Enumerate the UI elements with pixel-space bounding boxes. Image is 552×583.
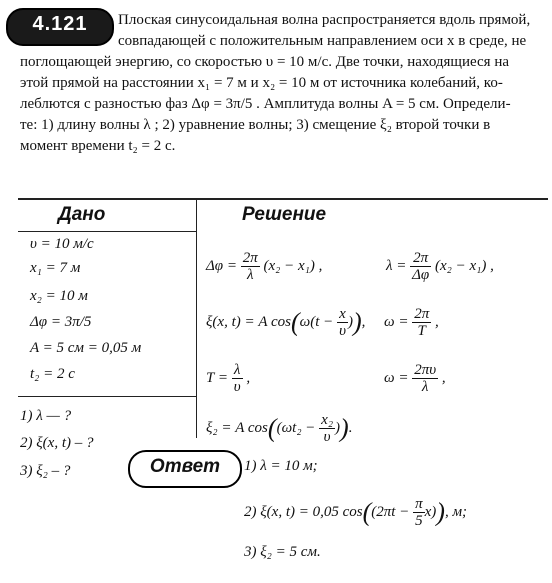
given-header: Дано [58,204,106,225]
eq7-inner: (ωt₂ − [276,419,316,436]
eq4-num: 2π [414,306,430,322]
eq1-num: 2π [242,250,258,266]
a2-tail: , м; [444,503,468,520]
problem-line-7: момент времени t₂ = 2 с. [20,138,176,154]
eq6-num: 2πυ [414,362,437,378]
eq2-den: Δφ [412,267,430,283]
a2-num: π [415,496,423,512]
eq-angular-frequency [384,306,439,339]
given-x1: x₁ = 7 м [30,260,81,276]
eq6-tail: , [441,369,446,386]
eq4-left: ω = [384,313,409,330]
solution-header: Решение [242,204,327,225]
eq4-den: T [417,323,426,339]
given-amplitude: A = 5 см = 0,05 м [30,340,142,356]
a2-fraction [413,496,425,529]
given-velocity: υ = 10 м/с [30,236,94,252]
eq7-close-paren: ) [340,413,349,443]
find-divider [18,396,196,397]
eq3-tail: , [361,313,366,330]
eq-period [206,362,250,395]
a2-close-paren: ) [436,497,445,527]
eq-phase-difference [206,250,322,283]
eq4-tail: , [434,313,439,330]
eq7-close: ) [335,419,341,436]
eq4-fraction [412,306,431,339]
problem-number-badge [6,8,114,46]
eq3-close-paren: ) [352,307,362,337]
problem-line-2: совпадающей с положительным направлением оси x в среде, не [118,33,527,49]
answer-badge [128,450,242,488]
eq6-left: ω = [384,369,409,386]
problem-line-3: поглощающей энергию, со скоростью υ = 10 м/с. Две точки, находящиеся на [20,54,510,70]
a2-left: 2) ξ(x, t) = 0,05 cos [244,503,363,520]
eq7-left: ξ₂ = A cos [206,419,268,436]
eq1-den: λ [246,267,254,283]
given-x2: x₂ = 10 м [30,288,88,304]
eq3-close: ) [347,313,353,330]
column-divider [196,198,197,438]
eq7-fraction [319,412,335,445]
a2-inner: (2πt − [371,503,410,520]
answer-wavelength: 1) λ = 10 м; [244,458,318,474]
eq6-den: λ [421,379,429,395]
eq6-fraction [412,362,438,395]
problem-line-6: те: 1) длину волны λ ; 2) уравнение волны; 3) смещение ξ₂ второй точки в [20,117,491,133]
find-wave-equation: 2) ξ(x, t) – ? [20,435,94,451]
answer-wave-equation [244,496,467,529]
eq3-num: x [337,306,348,323]
eq3-fraction [337,306,348,339]
eq1-left: Δφ = [206,257,237,274]
eq2-left: λ = [386,257,407,274]
eq2-fraction [410,250,431,283]
given-time: t₂ = 2 с [30,366,75,382]
eq7-den: υ [323,429,331,445]
eq5-den: υ [233,379,241,395]
a2-x: x [424,503,432,520]
given-phase-diff: Δφ = 3π/5 [30,314,92,330]
eq-omega-velocity [384,362,446,395]
eq7-open-paren: ( [267,413,277,443]
eq-wave-function [206,306,365,339]
eq1-fraction [241,250,260,283]
eq7-tail: . [348,419,353,436]
eq3-den: υ [339,323,346,339]
problem-line-5: леблются с разностью фаз Δφ = 3π/5 . Амплитуда волны A = 5 см. Определи- [20,96,511,112]
find-wavelength: 1) λ — ? [20,408,72,424]
find-displacement: 3) ξ₂ – ? [20,463,71,479]
eq3-inner: ω(t − [299,313,334,330]
eq-wavelength [386,250,494,283]
table-top-rule [18,198,548,200]
eq1-tail: (x₂ − x₁) , [263,257,323,274]
problem-line-4: этой прямой на расстоянии x₁ = 7 м и x₂ = 10 м от источника колебаний, ко- [20,75,503,91]
given-header-rule [18,231,196,232]
eq3-left: ξ(x, t) = A cos [206,313,291,330]
eq-second-point-displacement [206,412,352,445]
eq2-tail: (x₂ − x₁) , [434,257,494,274]
eq2-num: 2π [410,250,431,267]
answer-label: Ответ [149,456,221,477]
eq5-fraction [232,362,243,395]
eq3-open-paren: ( [291,307,300,337]
problem-number: 4.121 [32,13,88,35]
eq5-left: T = [206,369,228,386]
a2-den: 5 [415,513,423,529]
a2-open-paren: ( [362,497,372,527]
eq7-num: x₂ [321,412,334,428]
eq5-tail: , [246,369,251,386]
eq5-num: λ [232,362,243,379]
a2-close: ) [431,503,437,520]
problem-line-1: Плоская синусоидальная волна распространяется вдоль прямой, [118,12,531,28]
answer-displacement: 3) ξ₂ = 5 см. [244,544,321,560]
